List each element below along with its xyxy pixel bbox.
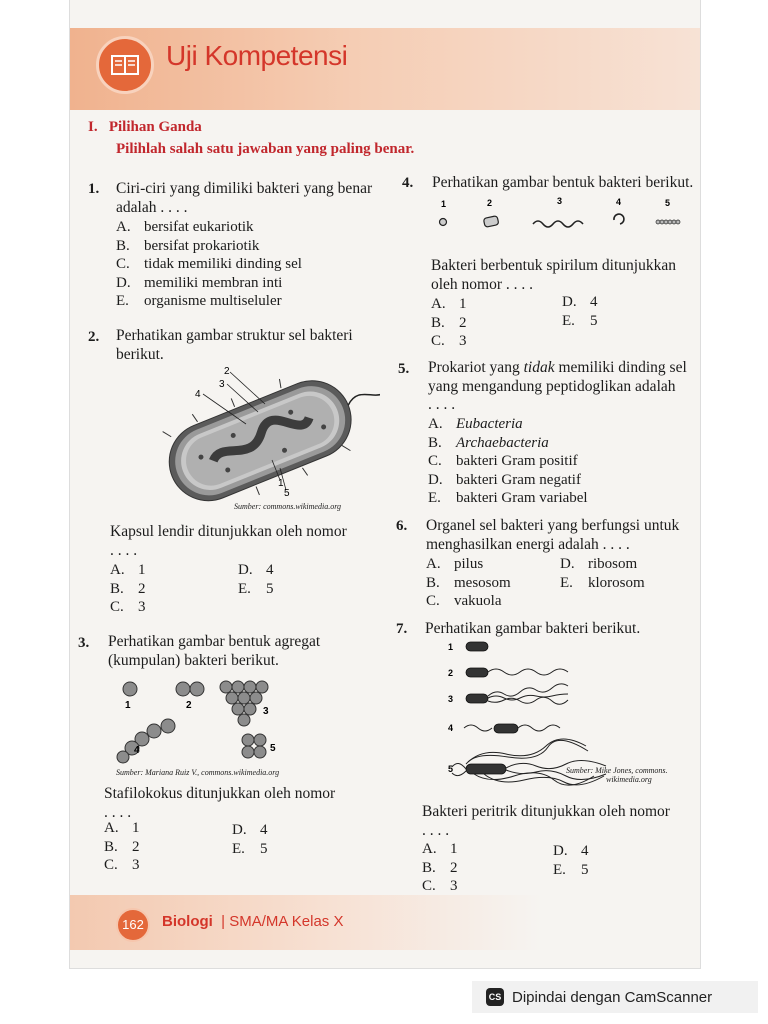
q7-line1: Perhatikan gambar bakteri berikut. bbox=[425, 620, 641, 637]
q6-opt-c: vakuola bbox=[454, 593, 502, 609]
q7-opt-b: 2 bbox=[450, 859, 458, 876]
q3-opt-c: 3 bbox=[132, 857, 140, 873]
q6-opt-e: klorosom bbox=[588, 574, 645, 591]
q4-opt-a-letter: A. bbox=[431, 296, 446, 312]
q1-option-text: bersifat prokariotik bbox=[144, 237, 260, 254]
q7-opt-b-letter: B. bbox=[422, 859, 436, 876]
q3-opt-c-letter: C. bbox=[104, 857, 118, 873]
q6-opt-b-letter: B. bbox=[426, 574, 440, 591]
q3-label-2: 2 bbox=[186, 700, 192, 711]
footer-grade: SMA/MA Kelas X bbox=[229, 913, 344, 930]
q1-option bbox=[116, 255, 302, 274]
q7-label-5: 5 bbox=[448, 764, 454, 774]
q4-label-2: 2 bbox=[487, 198, 493, 208]
q4-opt-d: 4 bbox=[590, 294, 598, 310]
camscanner-watermark bbox=[472, 981, 758, 1013]
q2-after1: Kapsul lendir ditunjukkan oleh nomor bbox=[110, 523, 347, 540]
q5-option-text: Archaebacteria bbox=[456, 434, 549, 451]
q7-after2: . . . . bbox=[422, 821, 450, 839]
q3-label-4: 4 bbox=[134, 745, 140, 756]
q7-label-1: 1 bbox=[448, 642, 454, 652]
q2-options-left bbox=[110, 561, 146, 617]
q1-option-letter: D. bbox=[116, 274, 131, 291]
q3-source: Sumber: Mariana Ruiz V., commons.wikimedia.org bbox=[116, 768, 280, 777]
q7-source2: wikimedia.org bbox=[606, 775, 652, 784]
q2-opt-d: 4 bbox=[266, 562, 274, 578]
q5-option-text: Eubacteria bbox=[456, 416, 523, 432]
q7-opt-e-letter: E. bbox=[553, 861, 566, 878]
q5-text bbox=[428, 359, 687, 415]
q7-options-left bbox=[422, 840, 458, 896]
q1-text bbox=[116, 180, 372, 217]
q4-label-1: 1 bbox=[441, 199, 447, 209]
q2-line2: berikut. bbox=[116, 345, 164, 363]
section-number: I. bbox=[88, 119, 98, 135]
q3-opt-a-letter: A. bbox=[104, 820, 119, 836]
q4-after2: oleh nomor . . . . bbox=[431, 275, 534, 293]
q2-opt-d-letter: D. bbox=[238, 562, 253, 578]
q5-option-letter: D. bbox=[428, 471, 443, 488]
q4-opt-b: 2 bbox=[459, 314, 467, 331]
q6-opt-b: mesosom bbox=[454, 574, 511, 591]
q5-option-text: bakteri Gram variabel bbox=[456, 490, 588, 506]
q3-line2: (kumpulan) bakteri berikut. bbox=[108, 651, 279, 669]
q5-option bbox=[428, 489, 588, 508]
q5-option-letter: A. bbox=[428, 416, 443, 432]
q5-option bbox=[428, 452, 588, 471]
q2-options-right bbox=[238, 561, 274, 598]
q1-options bbox=[116, 218, 302, 311]
q2-text bbox=[116, 327, 353, 364]
q2-label-5: 5 bbox=[284, 488, 290, 499]
q7-source1: Sumber: Mike Jones, commons. bbox=[566, 766, 668, 775]
q2-label-2: 2 bbox=[224, 366, 230, 377]
q6-opt-a-letter: A. bbox=[426, 556, 441, 572]
q5-line1c: memiliki dinding sel bbox=[554, 359, 687, 376]
q4-opt-e: 5 bbox=[590, 312, 598, 329]
q7-label-2: 2 bbox=[448, 668, 454, 678]
q4-after1: Bakteri berbentuk spirilum ditunjukkan bbox=[431, 257, 676, 274]
q3-options-left bbox=[104, 819, 140, 875]
q2-opt-c: 3 bbox=[138, 599, 146, 615]
q3-after2: . . . . bbox=[104, 803, 132, 821]
book-icon bbox=[96, 36, 154, 94]
q4-number: 4. bbox=[402, 175, 414, 191]
q2-label-1: 1 bbox=[278, 478, 284, 489]
q4-line1: Perhatikan gambar bentuk bakteri berikut. bbox=[432, 174, 694, 191]
q3-opt-e-letter: E. bbox=[232, 840, 245, 857]
q7-number: 7. bbox=[396, 621, 408, 637]
page-number: 162 bbox=[116, 908, 150, 942]
q1-option-text: memiliki membran inti bbox=[144, 274, 283, 291]
q3-text bbox=[108, 633, 320, 670]
q3-opt-d-letter: D. bbox=[232, 822, 247, 838]
q5-option-letter: E. bbox=[428, 490, 441, 506]
q1-option bbox=[116, 292, 302, 311]
q2-label-4: 4 bbox=[195, 389, 201, 400]
q1-option bbox=[116, 218, 302, 237]
bacteria-aggregate-diagram bbox=[108, 676, 288, 768]
q3-number: 3. bbox=[78, 635, 90, 651]
q1-option bbox=[116, 237, 302, 256]
q7-prompt bbox=[422, 803, 670, 840]
q2-line1: Perhatikan gambar struktur sel bakteri bbox=[116, 327, 353, 344]
q4-opt-c-letter: C. bbox=[431, 333, 445, 349]
q4-label-5: 5 bbox=[665, 198, 671, 208]
q2-after2: . . . . bbox=[110, 541, 138, 559]
q7-opt-d-letter: D. bbox=[553, 843, 568, 859]
q6-opt-e-letter: E. bbox=[560, 574, 573, 591]
q5-line2: yang mengandung peptidoglikan adalah bbox=[428, 377, 676, 395]
q3-label-3: 3 bbox=[263, 706, 269, 717]
section-instruction: Pilihlah salah satu jawaban yang paling benar. bbox=[116, 141, 415, 157]
q6-text bbox=[426, 517, 679, 554]
q5-option-text: bakteri Gram positif bbox=[456, 453, 578, 469]
q3-label-1: 1 bbox=[125, 700, 131, 711]
q7-opt-c: 3 bbox=[450, 878, 458, 894]
q2-label-3: 3 bbox=[219, 379, 225, 390]
q2-opt-c-letter: C. bbox=[110, 599, 124, 615]
q5-option-letter: B. bbox=[428, 434, 442, 451]
q6-opt-d-letter: D. bbox=[560, 556, 575, 572]
q3-opt-a: 1 bbox=[132, 820, 140, 836]
q3-line1: Perhatikan gambar bentuk agregat bbox=[108, 633, 321, 650]
q6-number: 6. bbox=[396, 518, 408, 534]
q4-prompt bbox=[431, 257, 676, 294]
q6-line2: menghasilkan energi adalah . . . . bbox=[426, 535, 630, 553]
q1-option-text: bersifat eukariotik bbox=[144, 219, 254, 235]
q4-options-left bbox=[431, 295, 467, 351]
q1-option-letter: E. bbox=[116, 293, 129, 309]
q2-source: Sumber: commons.wikimedia.org bbox=[234, 502, 342, 511]
q6-opt-d: ribosom bbox=[588, 556, 638, 572]
q5-option bbox=[428, 471, 588, 490]
q1-option-letter: C. bbox=[116, 256, 130, 272]
q6-line1: Organel sel bakteri yang berfungsi untuk bbox=[426, 517, 680, 534]
q3-after1: Stafilokokus ditunjukkan oleh nomor bbox=[104, 785, 336, 802]
q3-opt-e: 5 bbox=[260, 840, 268, 857]
q5-options bbox=[428, 415, 588, 508]
q2-opt-b: 2 bbox=[138, 580, 146, 597]
q7-after1: Bakteri peritrik ditunjukkan oleh nomor bbox=[422, 803, 670, 820]
q7-options-right bbox=[553, 842, 589, 879]
q5-line1b: tidak bbox=[523, 359, 555, 376]
q2-opt-a: 1 bbox=[138, 562, 146, 578]
q4-options-right bbox=[562, 293, 598, 330]
q5-option-letter: C. bbox=[428, 453, 442, 469]
q1-option-text: organisme multiseluler bbox=[144, 293, 282, 309]
q2-opt-b-letter: B. bbox=[110, 580, 124, 597]
q3-opt-b: 2 bbox=[132, 838, 140, 855]
header-band bbox=[70, 28, 700, 110]
q6-options-left bbox=[426, 555, 511, 611]
q2-opt-a-letter: A. bbox=[110, 562, 125, 578]
q4-opt-e-letter: E. bbox=[562, 312, 575, 329]
q2-number: 2. bbox=[88, 329, 100, 345]
q5-option bbox=[428, 415, 588, 434]
q4-opt-d-letter: D. bbox=[562, 294, 577, 310]
footer-separator: | bbox=[221, 913, 226, 930]
q6-opt-c-letter: C. bbox=[426, 593, 440, 609]
camscanner-logo-icon: CS bbox=[486, 988, 504, 1006]
q7-opt-a: 1 bbox=[450, 841, 458, 857]
q5-option bbox=[428, 434, 588, 453]
q4-opt-b-letter: B. bbox=[431, 314, 445, 331]
q5-line1a: Prokariot yang bbox=[428, 359, 524, 376]
q7-label-4: 4 bbox=[448, 723, 454, 733]
page-title: Uji Kompetensi bbox=[166, 40, 348, 71]
q4-label-3: 3 bbox=[557, 196, 563, 206]
q3-prompt bbox=[104, 785, 335, 822]
q3-label-5: 5 bbox=[270, 743, 276, 754]
q7-label-3: 3 bbox=[448, 694, 454, 704]
q7-source bbox=[566, 766, 668, 784]
bacteria-cell-diagram bbox=[150, 362, 380, 502]
q2-opt-e-letter: E. bbox=[238, 580, 251, 597]
q1-option bbox=[116, 274, 302, 293]
q7-opt-e: 5 bbox=[581, 861, 589, 878]
footer-book-title bbox=[162, 913, 343, 930]
q1-option-letter: B. bbox=[116, 237, 130, 254]
q1-number: 1. bbox=[88, 181, 100, 197]
section-heading bbox=[88, 119, 202, 136]
q7-opt-c-letter: C. bbox=[422, 878, 436, 894]
q3-options-right bbox=[232, 821, 268, 858]
q6-options-right bbox=[560, 555, 645, 592]
footer-subject: Biologi bbox=[162, 913, 213, 930]
q1-option-text: tidak memiliki dinding sel bbox=[144, 256, 302, 272]
q4-label-4: 4 bbox=[616, 197, 622, 207]
q5-option-text: bakteri Gram negatif bbox=[456, 471, 581, 488]
q6-opt-a: pilus bbox=[454, 556, 484, 572]
q5-number: 5. bbox=[398, 361, 410, 377]
section-title: Pilihan Ganda bbox=[108, 119, 202, 135]
q1-line2: adalah . . . . bbox=[116, 198, 188, 216]
bacteria-shapes-diagram bbox=[430, 194, 690, 236]
q4-opt-c: 3 bbox=[459, 333, 467, 349]
q2-prompt bbox=[110, 523, 347, 560]
q7-opt-d: 4 bbox=[581, 843, 589, 859]
camscanner-text: Dipindai dengan CamScanner bbox=[512, 988, 713, 1006]
q3-opt-d: 4 bbox=[260, 822, 268, 838]
q1-line1: Ciri-ciri yang dimiliki bakteri yang benar bbox=[116, 180, 373, 197]
q5-line3: . . . . bbox=[428, 396, 456, 413]
q7-opt-a-letter: A. bbox=[422, 841, 437, 857]
q1-option-letter: A. bbox=[116, 219, 131, 235]
q2-opt-e: 5 bbox=[266, 580, 274, 597]
q4-opt-a: 1 bbox=[459, 296, 467, 312]
q3-opt-b-letter: B. bbox=[104, 838, 118, 855]
